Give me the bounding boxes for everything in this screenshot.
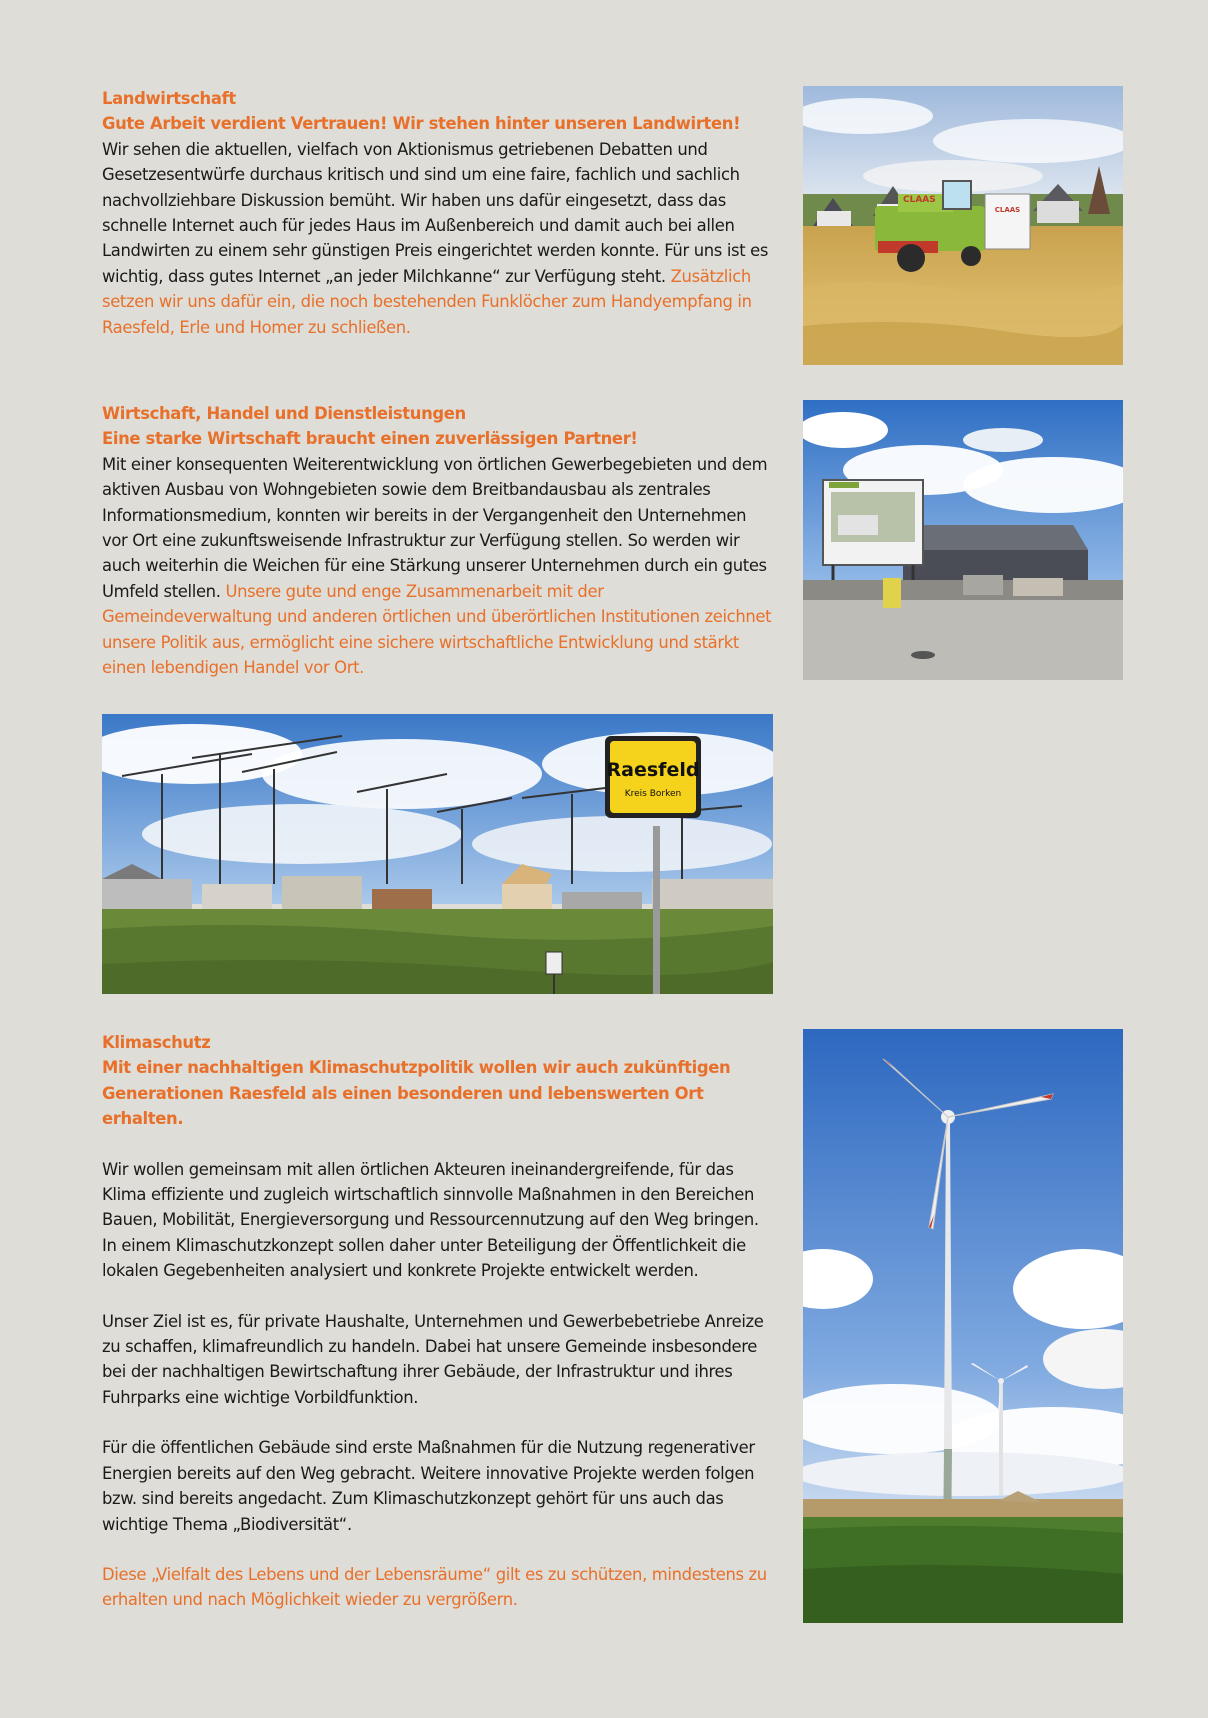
section-subtitle: Gute Arbeit verdient Vertrauen! Wir stehen hinter unseren Landwirten! bbox=[102, 114, 741, 134]
highlight-text: Unsere gute und enge Zusammenarbeit mit der Gemeindeverwaltung und anderen örtlichen und überörtlichen Institutionen zeichnet unsere Politik aus, ermöglicht eine sichere wirtschaftliche Entwicklung und stärkt einen lebendigen Handel vor Ort. bbox=[102, 581, 772, 678]
section-title: Landwirtschaft bbox=[102, 89, 236, 108]
paragraph-2: Unser Ziel ist es, für private Haushalte, Unternehmen und Gewerbebetriebe Anreize zu schaffen, klimafreundlich zu handeln. Dabei hat unsere Gemeinde insbesondere bei der nachhaltigen Bewirtschaftung ihrer Gebäude, der Infrastruktur und ihres Fuhrparks eine wichtige Vorbildfunktion. bbox=[102, 1311, 764, 1407]
wind-turbine-photo bbox=[803, 1029, 1123, 1623]
highlight-paragraph: Diese „Vielfalt des Lebens und der Lebensräume“ gilt es zu schützen, mindestens zu erhalten und nach Möglichkeit wieder zu vergrößern. bbox=[102, 1564, 767, 1610]
section-subtitle: Eine starke Wirtschaft braucht einen zuverlässigen Partner! bbox=[102, 429, 638, 449]
section-subtitle: Mit einer nachhaltigen Klimaschutzpolitik wollen wir auch zukünftigen Generationen Raesfeld als einen besonderen und lebenswerten Ort erhalten. bbox=[102, 1058, 731, 1129]
section-body bbox=[102, 137, 774, 340]
sign-district: Kreis Borken bbox=[624, 789, 682, 799]
section-wirtschaft bbox=[102, 401, 774, 680]
section-klimaschutz bbox=[102, 1030, 774, 1613]
commercial-site-photo bbox=[803, 400, 1123, 680]
body-text: Wir sehen die aktuellen, vielfach von Aktionismus getriebenen Debatten und Gesetzesentwürfe durchaus kritisch und sind um eine faire, fachlich und sachlich nachvollziehbare Diskussion bemüht. Wir haben uns dafür eingesetzt, dass das schnelle Internet auch für jedes Haus im Außenbereich und damit auch bei allen Landwirten zu einem sehr günstigen Preis eingerichtet werden konnte. Für uns ist es wichtig, dass gutes Internet „an jeder Milchkanne“ zur Verfügung steht. bbox=[102, 139, 769, 286]
paragraph-3: Für die öffentlichen Gebäude sind erste Maßnahmen für die Nutzung regenerativer Energien bereits auf den Weg gebracht. Weitere innovative Projekte werden folgen bzw. sind bereits angedacht. Zum Klimaschutzkonzept gehört für uns auch das wichtige Thema „Biodiversität“. bbox=[102, 1438, 755, 1534]
harvester-brand-side: CLAAS bbox=[903, 195, 936, 205]
body-text: Mit einer konsequenten Weiterentwicklung von örtlichen Gewerbegebieten und dem aktiven Ausbau von Wohngebieten sowie dem Breitbandausbau als zentrales Informationsmedium, konnten wir bereits in der Vergangenheit den Unternehmen vor Ort eine zukunftsweisende Infrastruktur zur Verfügung stellen. So werden wir auch weiterhin die Weichen für eine Stärkung unserer Unternehmen durch ein gutes Umfeld stellen. bbox=[102, 454, 768, 601]
section-landwirtschaft bbox=[102, 86, 774, 340]
sign-town-name: Raesfeld bbox=[606, 759, 700, 781]
town-sign-photo bbox=[102, 714, 773, 994]
section-title: Wirtschaft, Handel und Dienstleistungen bbox=[102, 404, 466, 423]
paragraph-1: Wir wollen gemeinsam mit allen örtlichen Akteuren ineinandergreifende, für das Klima effiziente und zugleich wirtschaftlich sinnvolle Maßnahmen in den Bereichen Bauen, Mobilität, Energieversorgung und Ressourcennutzung auf den Weg bringen. In einem Klimaschutzkonzept sollen daher unter Beteiligung der Öffentlichkeit die lokalen Gegebenheiten analysiert und konkrete Projekte entwickelt werden. bbox=[102, 1159, 759, 1281]
section-title: Klimaschutz bbox=[102, 1033, 211, 1052]
section-body bbox=[102, 452, 774, 681]
harvester-brand: CLAAS bbox=[994, 206, 1021, 214]
harvester-photo bbox=[803, 86, 1123, 365]
highlight-text: Zusätzlich setzen wir uns dafür ein, die noch bestehenden Funklöcher zum Handyempfang in Raesfeld, Erle und Homer zu schließen. bbox=[102, 266, 752, 337]
